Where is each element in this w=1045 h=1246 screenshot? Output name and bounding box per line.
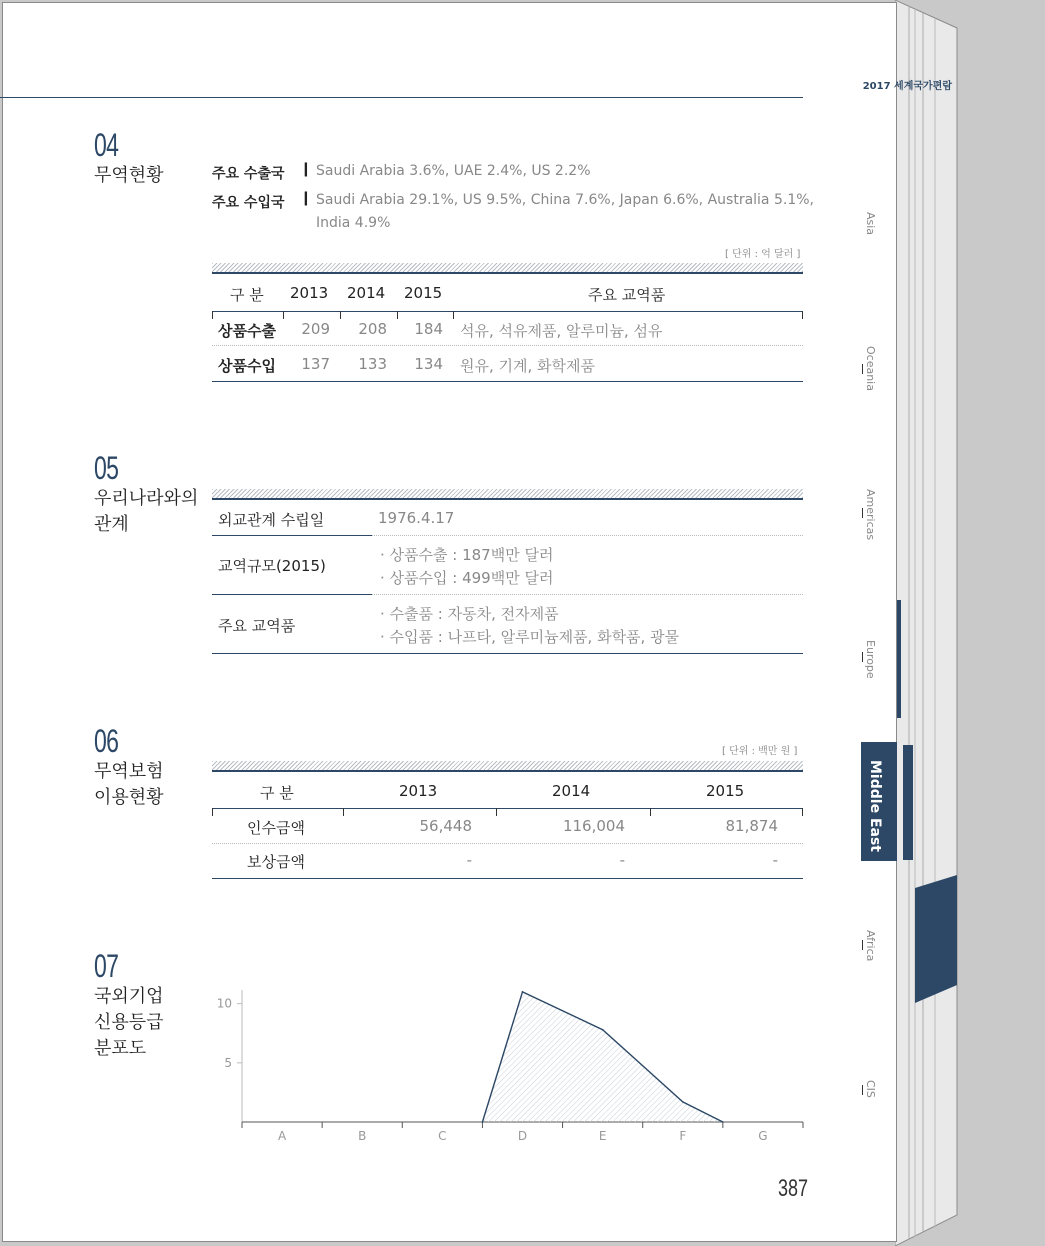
col-tick <box>212 311 213 319</box>
header-rule <box>212 808 803 809</box>
x-tick-label: F <box>679 1129 687 1143</box>
side-tab-marker <box>862 508 863 518</box>
section-title: 국외기업 <box>94 986 164 1007</box>
table-bottom-rule <box>212 653 803 654</box>
x-tick-label: D <box>517 1129 528 1143</box>
export-value: Saudi Arabia 3.6%, UAE 2.4%, US 2.2% <box>316 163 591 179</box>
x-tick-label: C <box>438 1129 447 1143</box>
section-number: 04 <box>94 127 119 163</box>
table-top-rule <box>212 272 803 274</box>
rel-label: 주요 교역품 <box>218 617 296 635</box>
rel-value: 1976.4.17 <box>378 509 455 527</box>
col-header: 구 분 <box>260 784 294 802</box>
y-tick-label: 10 <box>216 996 232 1011</box>
row-label: 상품수출 <box>218 322 276 340</box>
section-title-cont: 신용등급 <box>94 1012 164 1033</box>
separator-bar: ❙ <box>300 190 312 206</box>
rel-label: 교역규모(2015) <box>218 557 326 575</box>
col-tick <box>496 808 497 816</box>
unit-label: [ 단위 : 억 달러 ] <box>725 249 801 260</box>
cell-value: 116,004 <box>562 817 625 835</box>
col-header: 2014 <box>552 782 591 800</box>
col-tick <box>340 311 341 319</box>
rel-value: · 상품수입 : 499백만 달러 <box>380 569 554 587</box>
table-bottom-rule <box>212 878 803 879</box>
import-value-cont: India 4.9% <box>316 215 391 231</box>
col-header: 주요 교역품 <box>588 286 666 304</box>
col-tick <box>343 808 344 816</box>
row-divider <box>372 535 803 536</box>
x-tick-label: E <box>598 1129 607 1143</box>
x-tick-label: B <box>358 1129 367 1143</box>
col-header: 구 분 <box>230 286 264 304</box>
cell-goods: 석유, 석유제품, 알루미늄, 섬유 <box>460 322 663 340</box>
separator-bar: ❙ <box>300 161 312 177</box>
data-point <box>482 1121 484 1123</box>
row-divider <box>372 594 803 595</box>
header-rule <box>212 311 803 312</box>
col-tick <box>283 311 284 319</box>
row-label: 보상금액 <box>247 853 305 871</box>
header-rule <box>0 97 803 98</box>
cell-value: 133 <box>358 355 387 373</box>
side-tab-marker <box>862 364 863 374</box>
cell-value: 81,874 <box>725 817 778 835</box>
side-tab-marker <box>862 652 863 662</box>
table-hatch <box>212 761 803 770</box>
table-bottom-rule <box>212 381 803 382</box>
side-tab-marker <box>862 1085 863 1095</box>
rel-value: · 수입품 : 나프타, 알루미늄제품, 화학품, 광물 <box>380 628 680 646</box>
table-hatch <box>212 489 803 498</box>
section-title-cont: 분포도 <box>94 1038 147 1059</box>
import-label: 주요 수입국 <box>212 195 285 211</box>
col-tick <box>650 808 651 816</box>
row-label: 상품수입 <box>218 357 276 375</box>
section-title-cont: 이용현황 <box>94 787 164 808</box>
row-rule <box>212 594 372 595</box>
cell-value: 56,448 <box>419 817 472 835</box>
col-tick <box>802 808 803 816</box>
cell-value: - <box>619 851 625 869</box>
table-hatch <box>212 263 803 272</box>
active-tab-label: Middle East <box>867 760 883 852</box>
section-number: 05 <box>94 450 119 486</box>
cell-value: 137 <box>301 355 330 373</box>
y-tick-label: 5 <box>224 1055 232 1070</box>
table-top-rule <box>212 770 803 772</box>
unit-label: [ 단위 : 백만 원 ] <box>722 746 798 757</box>
table-top-rule <box>212 498 803 500</box>
cell-value: - <box>466 851 472 869</box>
cell-value: 208 <box>358 320 387 338</box>
side-tab-asia[interactable]: Asia <box>864 212 877 236</box>
col-tick <box>802 311 803 319</box>
col-header: 2013 <box>290 284 329 302</box>
row-divider <box>212 843 803 844</box>
x-tick-label: G <box>758 1129 768 1143</box>
side-tab-americas[interactable]: Americas <box>864 489 877 541</box>
row-label: 인수금액 <box>247 819 305 837</box>
side-tab-cis[interactable]: CIS <box>864 1080 877 1098</box>
data-point <box>722 1121 724 1123</box>
rel-value: · 상품수출 : 187백만 달러 <box>380 546 554 564</box>
page-edges <box>895 0 1045 1246</box>
rel-value: · 수출품 : 자동차, 전자제품 <box>380 605 559 623</box>
side-tab-oceania[interactable]: Oceania <box>864 346 877 391</box>
section-title: 무역현황 <box>94 165 164 186</box>
cell-value: 209 <box>301 320 330 338</box>
col-tick <box>212 808 213 816</box>
col-header: 2013 <box>399 782 438 800</box>
data-point <box>682 1101 684 1103</box>
section-title: 무역보험 <box>94 761 164 782</box>
page-number: 387 <box>778 1175 809 1202</box>
import-value: Saudi Arabia 29.1%, US 9.5%, China 7.6%, Japan 6.6%, Australia 5.1%, <box>316 192 814 208</box>
col-tick <box>397 311 398 319</box>
row-divider <box>212 345 803 346</box>
col-header: 2014 <box>347 284 386 302</box>
cell-goods: 원유, 기계, 화학제품 <box>460 357 595 375</box>
section-number: 06 <box>94 723 119 759</box>
col-tick <box>453 311 454 319</box>
data-point <box>522 991 524 993</box>
data-point <box>602 1029 604 1031</box>
cell-value: 184 <box>414 320 443 338</box>
section-number: 07 <box>94 948 119 984</box>
side-tab-africa[interactable]: Africa <box>864 930 877 962</box>
header-title: 2017 세계국가편람 <box>862 81 952 92</box>
col-header: 2015 <box>404 284 443 302</box>
side-tab-europe[interactable]: Europe <box>864 640 877 679</box>
cell-value: 134 <box>414 355 443 373</box>
side-tab-middle-east[interactable] <box>861 742 897 861</box>
rel-label: 외교관계 수립일 <box>218 511 325 529</box>
x-tick-label: A <box>277 1129 287 1143</box>
section-title: 우리나라와의 <box>94 488 199 509</box>
row-rule <box>212 535 372 536</box>
side-tab-marker <box>862 940 863 950</box>
cell-value: - <box>772 851 778 869</box>
credit-rating-chart <box>200 980 820 1150</box>
export-label: 주요 수출국 <box>212 166 285 182</box>
area-fill <box>482 992 722 1122</box>
section-title-cont: 관계 <box>94 514 129 535</box>
col-header: 2015 <box>706 782 745 800</box>
